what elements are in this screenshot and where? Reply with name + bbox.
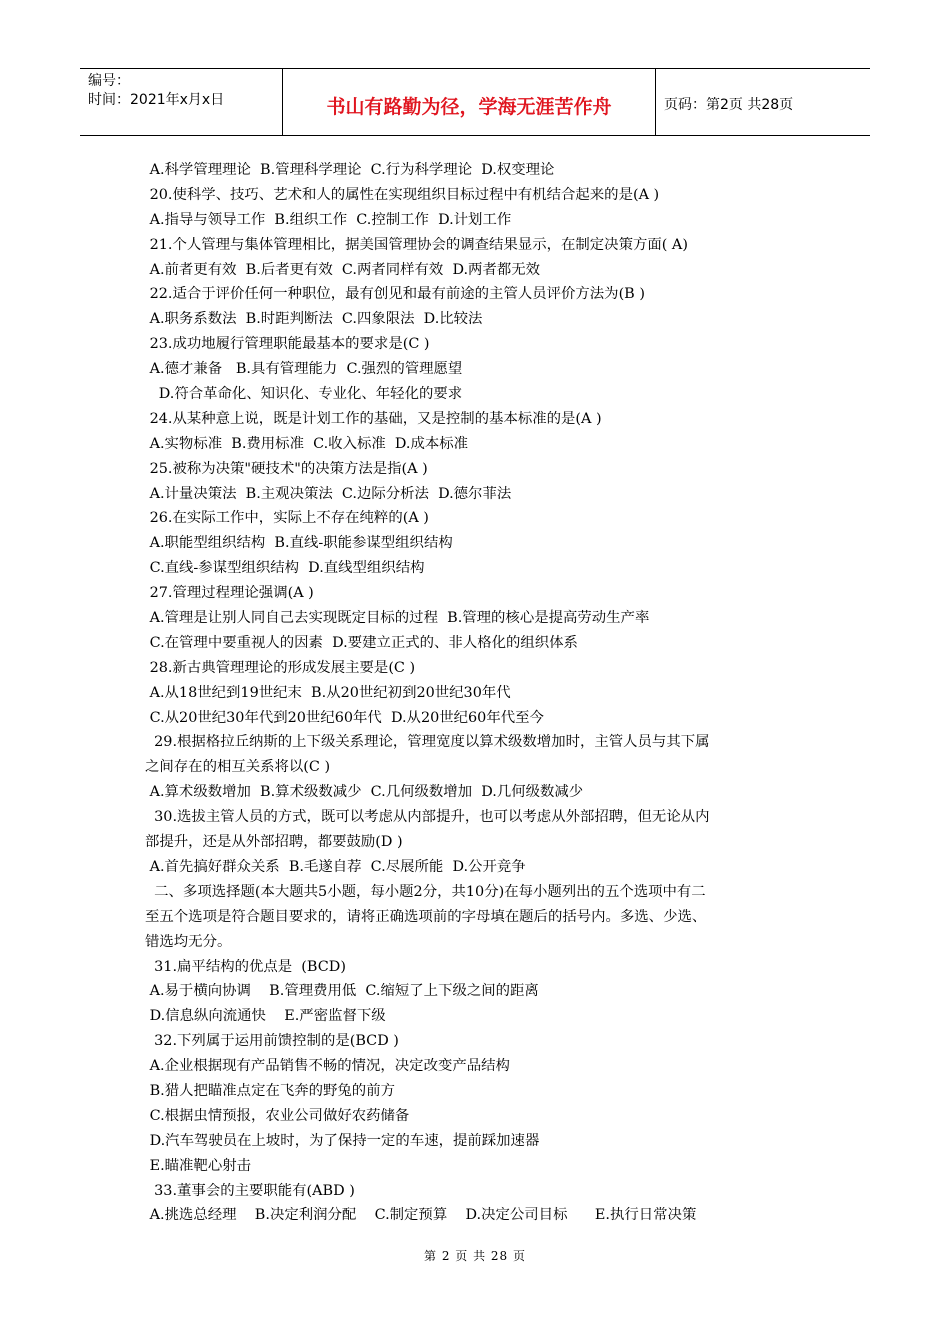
text-line: 29.根据格拉丘纳斯的上下级关系理论，管理宽度以算术级数增加时，主管人员与其下属 xyxy=(145,734,710,751)
text-line: 错选均无分。 xyxy=(145,933,232,950)
text-line: A.从18世纪到19世纪末 B.从20世纪初到20世纪30年代 xyxy=(145,684,511,701)
page-footer: 第 2 页 共 28 页 xyxy=(424,1249,526,1263)
text-line: 23.成功地履行管理职能最基本的要求是(C ) xyxy=(145,336,430,353)
text-line: A.指导与领导工作 B.组织工作 C.控制工作 D.计划工作 xyxy=(145,211,512,228)
page-info: 页码：第2页 共28页 xyxy=(664,97,794,113)
text-line: A.算术级数增加 B.算术级数减少 C.几何级数增加 D.几何级数减少 xyxy=(145,784,584,801)
text-line: D.符合革命化、知识化、专业化、年轻化的要求 xyxy=(145,386,463,403)
text-line: C.从20世纪30年代到20世纪60年代 D.从20世纪60年代至今 xyxy=(145,709,544,726)
text-line: A.科学管理理论 B.管理科学理论 C.行为科学理论 D.权变理论 xyxy=(145,162,555,178)
motto-text: 书山有路勤为径，学海无涯苦作舟 xyxy=(326,95,612,118)
text-line: 22.适合于评价任何一种职位，最有创见和最有前途的主管人员评价方法为(B ) xyxy=(145,286,645,303)
text-line: C.直线-参谋型组织结构 D.直线型组织结构 xyxy=(145,560,425,577)
text-line: A.企业根据现有产品销售不畅的情况，决定改变产品结构 xyxy=(145,1058,510,1075)
text-line: A.计量决策法 B.主观决策法 C.边际分析法 D.德尔菲法 xyxy=(145,485,512,502)
text-line: A.首先搞好群众关系 B.毛遂自荐 C.尽展所能 D.公开竞争 xyxy=(145,858,526,875)
text-line: A.前者更有效 B.后者更有效 C.两者同样有效 D.两者都无效 xyxy=(145,261,541,278)
header-meta-cell xyxy=(80,69,283,135)
header-page-cell xyxy=(656,69,870,135)
text-line: 25.被称为决策"硬技术"的决策方法是指(A ) xyxy=(145,460,428,477)
text-line: A.职能型组织结构 B.直线-职能参谋型组织结构 xyxy=(145,535,453,552)
text-line: A.德才兼备 B.具有管理能力 C.强烈的管理愿望 xyxy=(145,361,463,378)
document-body xyxy=(145,158,815,1228)
text-line: 20.使科学、技巧、艺术和人的属性在实现组织目标过程中有机结合起来的是(A ) xyxy=(145,186,660,203)
text-line: 28.新古典管理理论的形成发展主要是(C ) xyxy=(145,659,416,676)
text-line: 二、多项选择题(本大题共5小题，每小题2分，共10分)在每小题列出的五个选项中有二 xyxy=(145,883,706,900)
text-line: C.根据虫情预报，农业公司做好农药储备 xyxy=(145,1107,410,1124)
text-line: 32.下列属于运用前馈控制的是(BCD ) xyxy=(145,1033,399,1050)
number-label: 编号： xyxy=(88,73,130,89)
text-line: 27.管理过程理论强调(A ) xyxy=(145,585,314,602)
text-line: C.在管理中要重视人的因素 D.要建立正式的、非人格化的组织体系 xyxy=(145,634,578,651)
text-line: 至五个选项是符合题目要求的，请将正确选项前的字母填在题后的括号内。多选、少选、 xyxy=(145,908,707,925)
text-line: E.瞄准靶心射击 xyxy=(145,1157,251,1174)
text-line: A.易于横向协调 B.管理费用低 C.缩短了上下级之间的距离 xyxy=(145,983,539,1000)
time-label: 时间：2021年x月x日 xyxy=(88,92,225,108)
text-line: D.信息纵向流通快 E.严密监督下级 xyxy=(145,1008,386,1025)
document-header xyxy=(80,68,870,136)
text-line: 21.个人管理与集体管理相比，据美国管理协会的调查结果显示，在制定决策方面( A) xyxy=(145,236,688,253)
text-line: 之间存在的相互关系将以(C ) xyxy=(145,759,331,776)
text-line: A.管理是让别人同自己去实现既定目标的过程 B.管理的核心是提高劳动生产率 xyxy=(145,610,650,627)
text-line: 30.选拔主管人员的方式，既可以考虑从内部提升，也可以考虑从外部招聘，但无论从内 xyxy=(145,809,710,826)
text-line: A.职务系数法 B.时距判断法 C.四象限法 D.比较法 xyxy=(145,311,483,328)
text-line: 24.从某种意上说，既是计划工作的基础，又是控制的基本标准的是(A ) xyxy=(145,410,602,427)
text-line: 部提升，还是从外部招聘，都要鼓励(D ) xyxy=(145,834,403,851)
text-line: A.挑选总经理 B.决定利润分配 C.制定预算 D.决定公司目标 E.执行日常决策 xyxy=(145,1207,697,1224)
text-line: D.汽车驾驶员在上坡时，为了保持一定的车速，提前踩加速器 xyxy=(145,1132,540,1149)
text-line: 33.董事会的主要职能有(ABD ) xyxy=(145,1182,355,1199)
text-line: A.实物标准 B.费用标准 C.收入标准 D.成本标准 xyxy=(145,435,469,452)
text-line: 31.扁平结构的优点是 (BCD) xyxy=(145,958,346,975)
text-line: 26.在实际工作中，实际上不存在纯粹的(A ) xyxy=(145,510,429,527)
text-line: B.猎人把瞄准点定在飞奔的野兔的前方 xyxy=(145,1082,395,1099)
header-motto-cell xyxy=(283,69,656,135)
